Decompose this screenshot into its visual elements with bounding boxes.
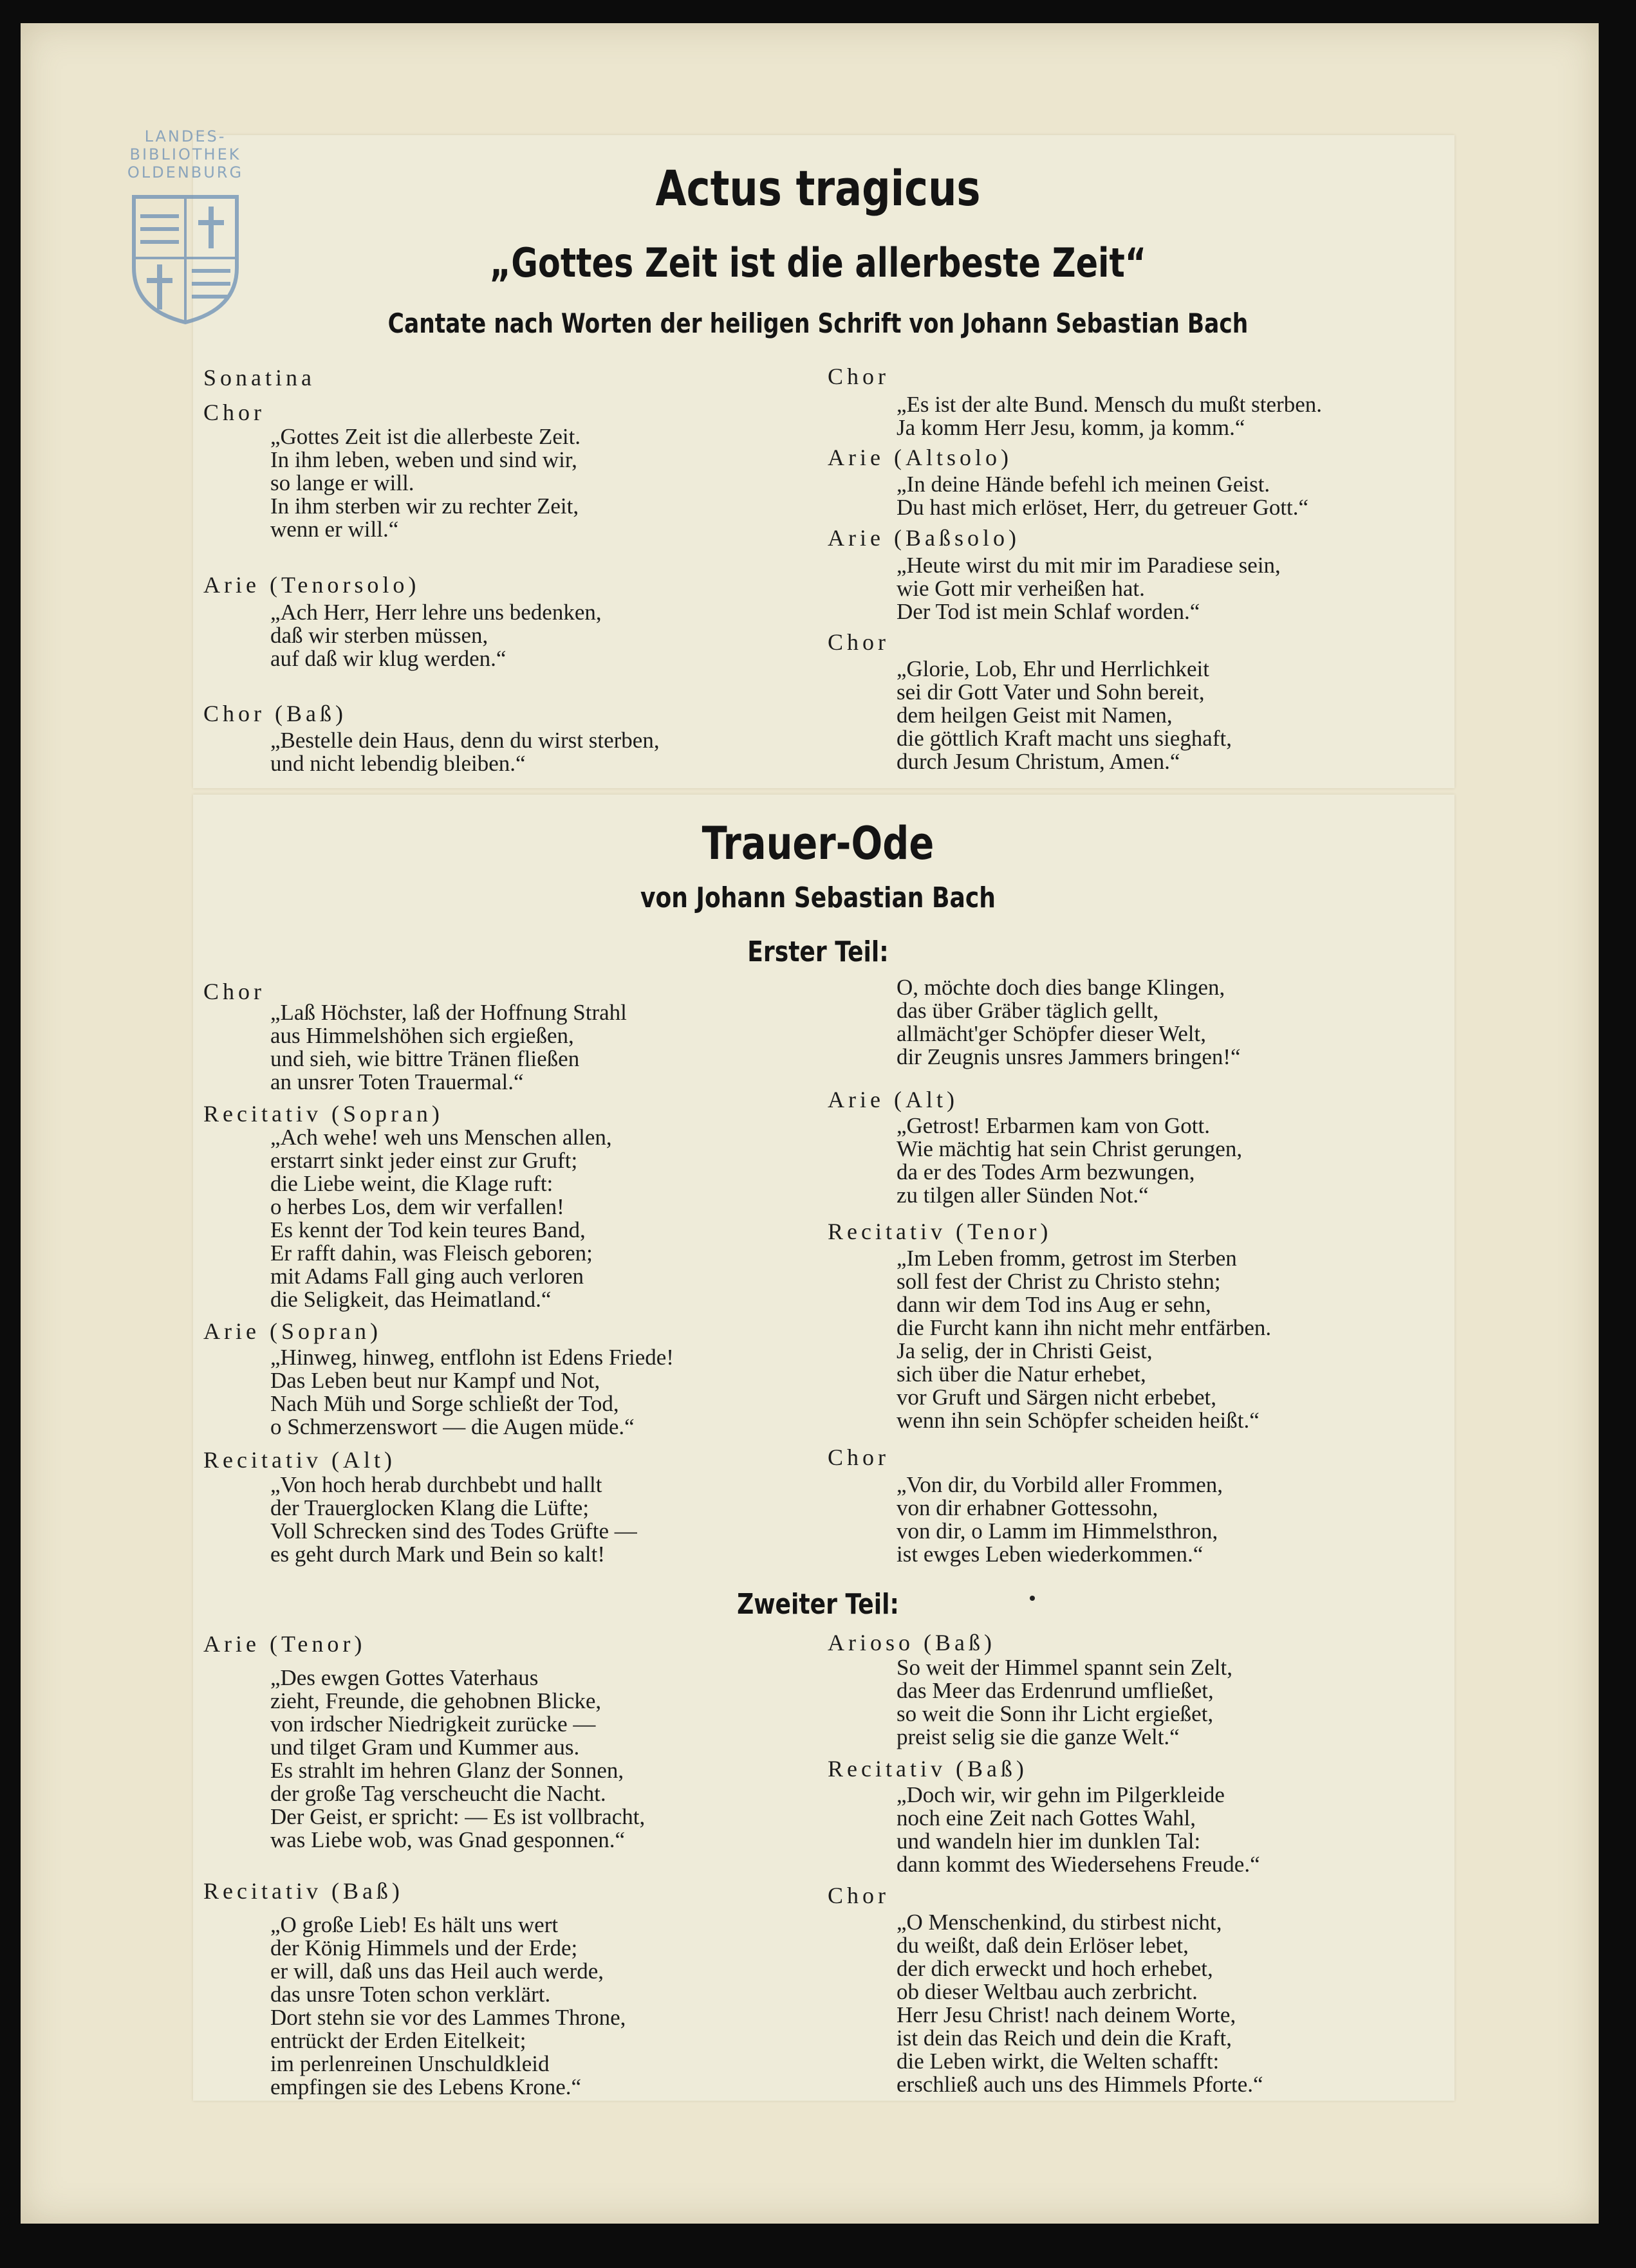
section-heading: Arie (Altsolo) bbox=[828, 445, 1012, 470]
section-heading: Arie (Alt) bbox=[828, 1087, 958, 1112]
part-one-heading: Erster Teil: bbox=[747, 936, 889, 968]
stamp-line: BIBLIOTHEK bbox=[129, 145, 241, 163]
section-heading: Chor (Baß) bbox=[203, 701, 347, 726]
verse-text: „Im Leben fromm, getrost im Sterben soll fest der Christ zu Christo stehn; dann wir dem Tod ins Aug er sehn, die Furcht kann ihn nicht mehr entfärben. Ja selig, der in Christi Geist, sich über die Natur erhebet, vor Gruft und Särgen nicht erbebet, wenn ihn sein Schöpfer scheiden heißt.“ bbox=[897, 1246, 1272, 1433]
verse-text: „Laß Höchster, laß der Hoffnung Strahl aus Himmelshöhen sich ergießen, und sieh, wie bittre Tränen fließen an unsrer Toten Trauermal.“ bbox=[270, 1000, 627, 1094]
verse-text: „In deine Hände befehl ich meinen Geist. Du hast mich erlöset, Herr, du getreuer Gott.“ bbox=[897, 472, 1309, 520]
verse-text: O, möchte doch dies bange Klingen, das über Gräber täglich gellt, allmächt'ger Schöpfer dieser Welt, dir Zeugnis unsres Jammers bringen!“ bbox=[897, 975, 1241, 1069]
section-heading: Chor bbox=[828, 1883, 889, 1908]
section-heading: Arie (Baßsolo) bbox=[828, 525, 1020, 551]
verse-text: „Des ewgen Gottes Vaterhaus zieht, Freunde, die gehobnen Blicke, von irdscher Niedrigkeit zurücke — und tilget Gram und Kummer aus. Es strahlt im hehren Glanz der Sonnen, der große Tag verscheucht die Nacht. Der Geist, er spricht: — Es ist vollbracht, was Liebe wob, was Gnad gesponnen.“ bbox=[270, 1665, 646, 1852]
verse-text: „O große Lieb! Es hält uns wert der König Himmels und der Erde; er will, daß uns das Heil auch werde, das unsre Toten schon verklärt. Dort stehn sie vor des Lammes Throne, entrückt der Erden Eitelkeit; im perlenreinen Unschuldkleid empfingen sie des Lebens Krone.“ bbox=[270, 1912, 626, 2099]
verse-text: „Gottes Zeit ist die allerbeste Zeit. In ihm leben, weben und sind wir, so lange er will. In ihm sterben wir zu rechter Zeit, wenn er will.“ bbox=[270, 424, 581, 542]
stamp-line: OLDENBURG bbox=[127, 163, 244, 181]
section-heading: Arie (Tenor) bbox=[203, 1631, 366, 1657]
verse-text: „Bestelle dein Haus, denn du wirst sterben, und nicht lebendig bleiben.“ bbox=[270, 728, 660, 776]
section-heading: Sonatina bbox=[203, 365, 315, 391]
section-heading: Chor bbox=[828, 629, 889, 655]
section-heading: Recitativ (Alt) bbox=[203, 1447, 396, 1473]
ink-dot bbox=[1030, 1596, 1035, 1601]
stamp-line: LANDES- bbox=[144, 127, 227, 145]
verse-text: So weit der Himmel spannt sein Zelt, das Meer das Erdenrund umfließet, so weit die Sonn ihr Licht ergießet, preist selig sie die ganze Welt.“ bbox=[897, 1655, 1232, 1749]
verse-text: „Von dir, du Vorbild aller Frommen, von dir erhabner Gottessohn, von dir, o Lamm im Himmelsthron, ist ewges Leben wiederkommen.“ bbox=[897, 1472, 1223, 1567]
verse-text: „Heute wirst du mit mir im Paradiese sein, wie Gott mir verheißen hat. Der Tod ist mein Schlaf worden.“ bbox=[897, 553, 1281, 624]
section-heading: Recitativ (Baß) bbox=[203, 1878, 404, 1904]
page-title: Actus tragicus bbox=[655, 160, 981, 217]
verse-text: „Ach wehe! weh uns Menschen allen, erstarrt sinkt jeder einst zur Gruft; die Liebe weint, die Klage ruft: o herbes Los, dem wir verfallen! Es kennt der Tod kein teures Band, Er rafft dahin, was Fleisch geboren; mit Adams Fall ging auch verloren die Seligkeit, das Heimatland.“ bbox=[270, 1125, 612, 1312]
section-heading: Arie (Tenorsolo) bbox=[203, 572, 420, 598]
verse-text: „O Menschenkind, du stirbest nicht, du weißt, daß dein Erlöser lebet, der dich erweckt und hoch erhebet, ob dieser Weltbau auch zerbricht. Herr Jesu Christ! nach deinem Worte, ist dein das Reich und dein die Kraft, die Leben wirkt, die Welten schafft: erschließ auch uns des Himmels Pforte.“ bbox=[897, 1910, 1263, 2097]
verse-text: „Hinweg, hinweg, entflohn ist Edens Friede! Das Leben beut nur Kampf und Not, Nach Müh und Sorge schließt der Tod, o Schmerzenswort — die Augen müde.“ bbox=[270, 1345, 674, 1439]
verse-text: „Getrost! Erbarmen kam von Gott. Wie mächtig hat sein Christ gerungen, da er des Todes Arm bezwungen, zu tilgen aller Sünden Not.“ bbox=[897, 1113, 1243, 1208]
section-heading: Chor bbox=[203, 979, 265, 1004]
section-heading: Chor bbox=[828, 1444, 889, 1470]
verse-text: „Glorie, Lob, Ehr und Herrlichkeit sei dir Gott Vater und Sohn bereit, dem heilgen Geist mit Namen, die göttlich Kraft macht uns sieghaft, durch Jesum Christum, Amen.“ bbox=[897, 656, 1232, 774]
section-heading: Recitativ (Sopran) bbox=[203, 1101, 443, 1127]
cantata-subtitle: „Gottes Zeit ist die allerbeste Zeit“ bbox=[489, 239, 1147, 286]
section-heading: Arie (Sopran) bbox=[203, 1318, 382, 1344]
verse-text: „Von hoch herab durchbebt und hallt der Trauerglocken Klang die Lüfte; Voll Schrecken sind des Todes Grüfte — es geht durch Mark und Bein so kalt! bbox=[270, 1472, 637, 1567]
section-heading: Recitativ (Tenor) bbox=[828, 1219, 1052, 1244]
ode-byline: von Johann Sebastian Bach bbox=[640, 881, 996, 914]
section-heading: Chor bbox=[203, 400, 265, 425]
verse-text: „Doch wir, wir gehn im Pilgerkleide noch eine Zeit nach Gottes Wahl, und wandeln hier im dunklen Tal: dann kommt des Wiedersehens Freude.“ bbox=[897, 1782, 1260, 1877]
section-heading: Recitativ (Baß) bbox=[828, 1756, 1028, 1782]
section-heading: Arioso (Baß) bbox=[828, 1630, 996, 1655]
ode-title: Trauer-Ode bbox=[702, 817, 934, 870]
section-heading: Chor bbox=[828, 364, 889, 389]
verse-text: „Es ist der alte Bund. Mensch du mußt sterben. Ja komm Herr Jesu, komm, ja komm.“ bbox=[897, 392, 1322, 440]
part-two-heading: Zweiter Teil: bbox=[737, 1588, 899, 1621]
verse-text: „Ach Herr, Herr lehre uns bedenken, daß wir sterben müssen, auf daß wir klug werden.“ bbox=[270, 600, 602, 671]
cantata-byline: Cantate nach Worten der heiligen Schrift von Johann Sebastian Bach bbox=[387, 308, 1249, 339]
